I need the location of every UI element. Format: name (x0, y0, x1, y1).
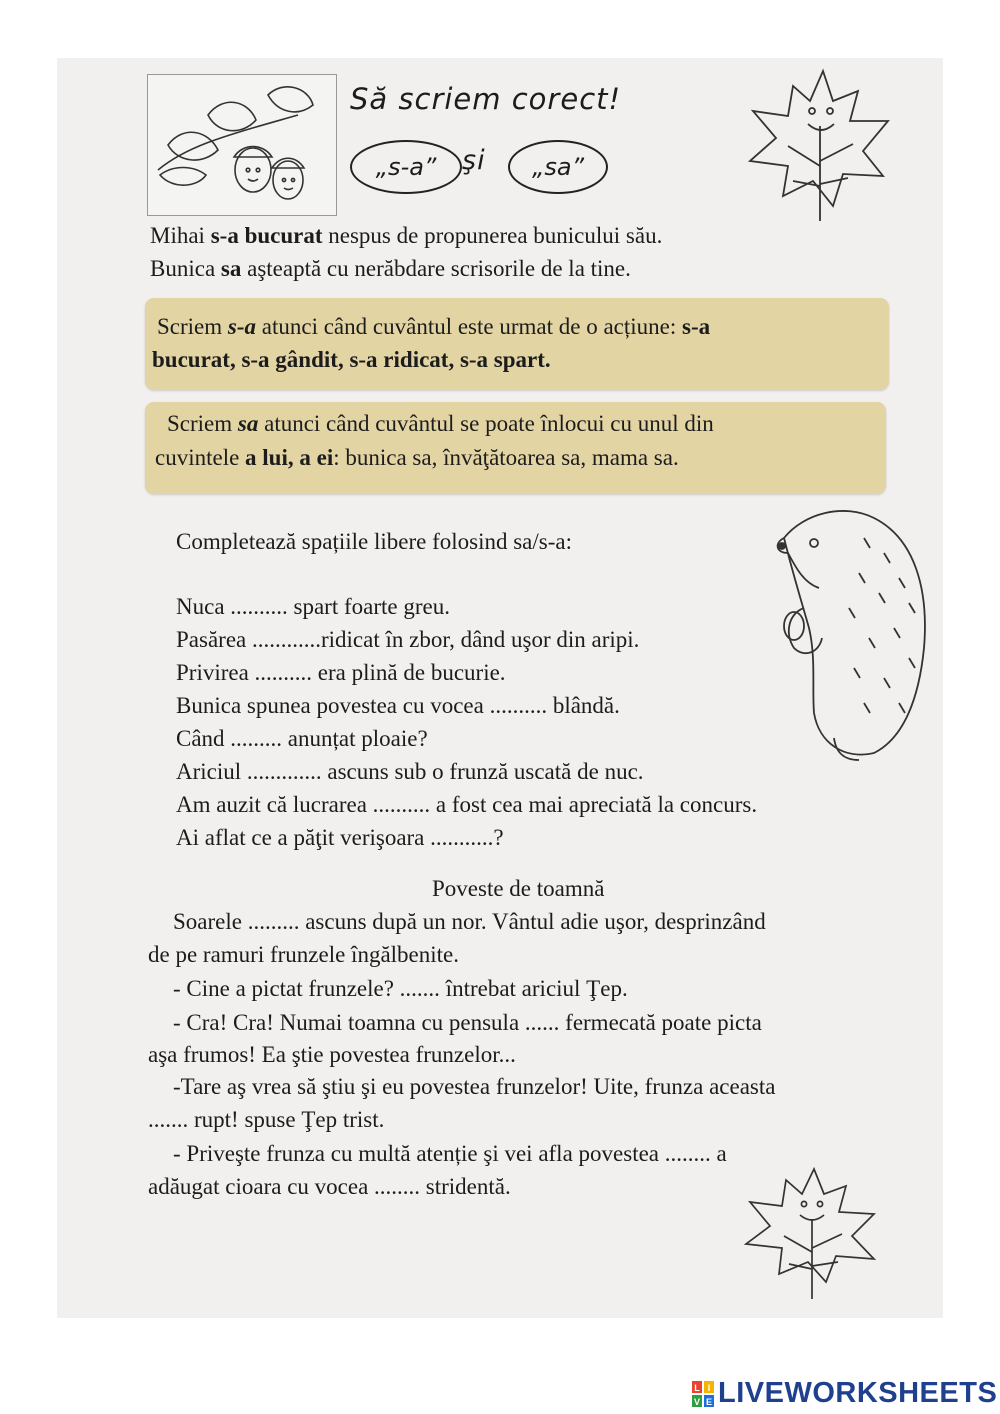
logo-letter: L (694, 1383, 700, 1393)
rule-1-line-2 (152, 343, 551, 376)
rule-2-p3: atunci când cuvântul se poate înlocui cu unul din (258, 411, 714, 436)
oval-sa: „sa” (508, 140, 608, 194)
rule-2-p1: Scriem (167, 411, 238, 436)
exercise-sentence: Pasărea ............ridicat în zbor, dând uşor din aripi. (176, 627, 640, 652)
example-1-bold: s-a bucurat (210, 223, 323, 248)
acorn-illustration (147, 74, 337, 216)
title-connector: şi (462, 145, 486, 176)
rule-2-l2c: : bunica sa, învăţătoarea sa, mama sa. (333, 445, 679, 470)
example-line-1 (150, 219, 662, 252)
leaf-face-icon (738, 66, 898, 226)
page-title: Să scriem corect! (350, 82, 622, 116)
hedgehog-icon (764, 498, 934, 768)
rule-2-line-1 (167, 407, 714, 440)
leaf-face-icon (734, 1164, 884, 1304)
rule-1-p3: atunci când cuvântul este urmat de o acțiune: (256, 314, 683, 339)
story-line: de pe ramuri frunzele îngălbenite. (148, 942, 459, 967)
liveworksheets-logo (692, 1377, 998, 1412)
example-2-text-a: Bunica (150, 256, 221, 281)
exercise-instruction: Completează spațiile libere folosind sa/s-a: (176, 529, 572, 554)
story-line: - Cine a pictat frunzele? ....... întrebat ariciul Ţep. (173, 976, 628, 1001)
logo-letter: I (707, 1383, 711, 1393)
liveworksheets-logo-icon (692, 1381, 714, 1407)
exercise-sentence: Ariciul ............. ascuns sub o frunză uscată de nuc. (176, 759, 644, 784)
story-line: - Cra! Cra! Numai toamna cu pensula ...... fermecată poate picta (173, 1010, 762, 1035)
oval-s-a: „s-a” (350, 140, 462, 194)
example-line-2 (150, 252, 631, 285)
logo-letter: E (705, 1397, 713, 1407)
rule-2-l2a: cuvintele (155, 445, 246, 470)
exercise-sentence: Ai aflat ce a păţit verişoara ...........? (176, 825, 504, 850)
rule-1-line-1 (157, 310, 710, 343)
rule-1-examples: bucurat, s-a gândit, s-a ridicat, s-a spart. (152, 347, 551, 372)
story-line: -Tare aş vrea să ştiu şi eu povestea frunzelor! Uite, frunza aceasta (173, 1074, 776, 1099)
story-line: ....... rupt! spuse Ţep trist. (148, 1107, 385, 1132)
story-line: adăugat cioara cu vocea ........ stridentă. (148, 1174, 511, 1199)
exercise-sentence: Când ......... anunțat ploaie? (176, 726, 428, 751)
story-line: aşa frumos! Ea ştie povestea frunzelor... (148, 1042, 516, 1067)
rule-1-keyword: s-a (227, 314, 257, 339)
brand-name[interactable]: LIVEWORKSHEETS (718, 1377, 998, 1409)
story-title: Poveste de toamnă (432, 876, 605, 901)
example-1-text-c: nespus de propunerea bunicului său. (322, 223, 663, 248)
exercise-sentence: Nuca .......... spart foarte greu. (176, 594, 450, 619)
rule-2-keyword: sa (237, 411, 259, 436)
example-1-text-a: Mihai (150, 223, 211, 248)
example-2-text-c: aşteaptă cu nerăbdare scrisorile de la tine. (241, 256, 631, 281)
rule-2-line-2 (155, 441, 679, 474)
rule-1-p1: Scriem (157, 314, 228, 339)
example-2-bold: sa (220, 256, 242, 281)
acorn-icon (148, 75, 336, 215)
rule-1-p4: s-a (682, 314, 711, 339)
story-line: - Priveşte frunza cu multă atenție şi vei afla povestea ........ a (173, 1141, 727, 1166)
exercise-sentence: Bunica spunea povestea cu vocea .......... blândă. (176, 693, 620, 718)
story-line: Soarele ......... ascuns după un nor. Vântul adie uşor, desprinzând (173, 909, 766, 934)
logo-letter: V (693, 1397, 701, 1407)
rule-2-l2b: a lui, a ei (245, 445, 334, 470)
exercise-sentence: Am auzit că lucrarea .......... a fost cea mai apreciată la concurs. (176, 792, 758, 817)
exercise-sentence: Privirea .......... era plină de bucurie. (176, 660, 506, 685)
